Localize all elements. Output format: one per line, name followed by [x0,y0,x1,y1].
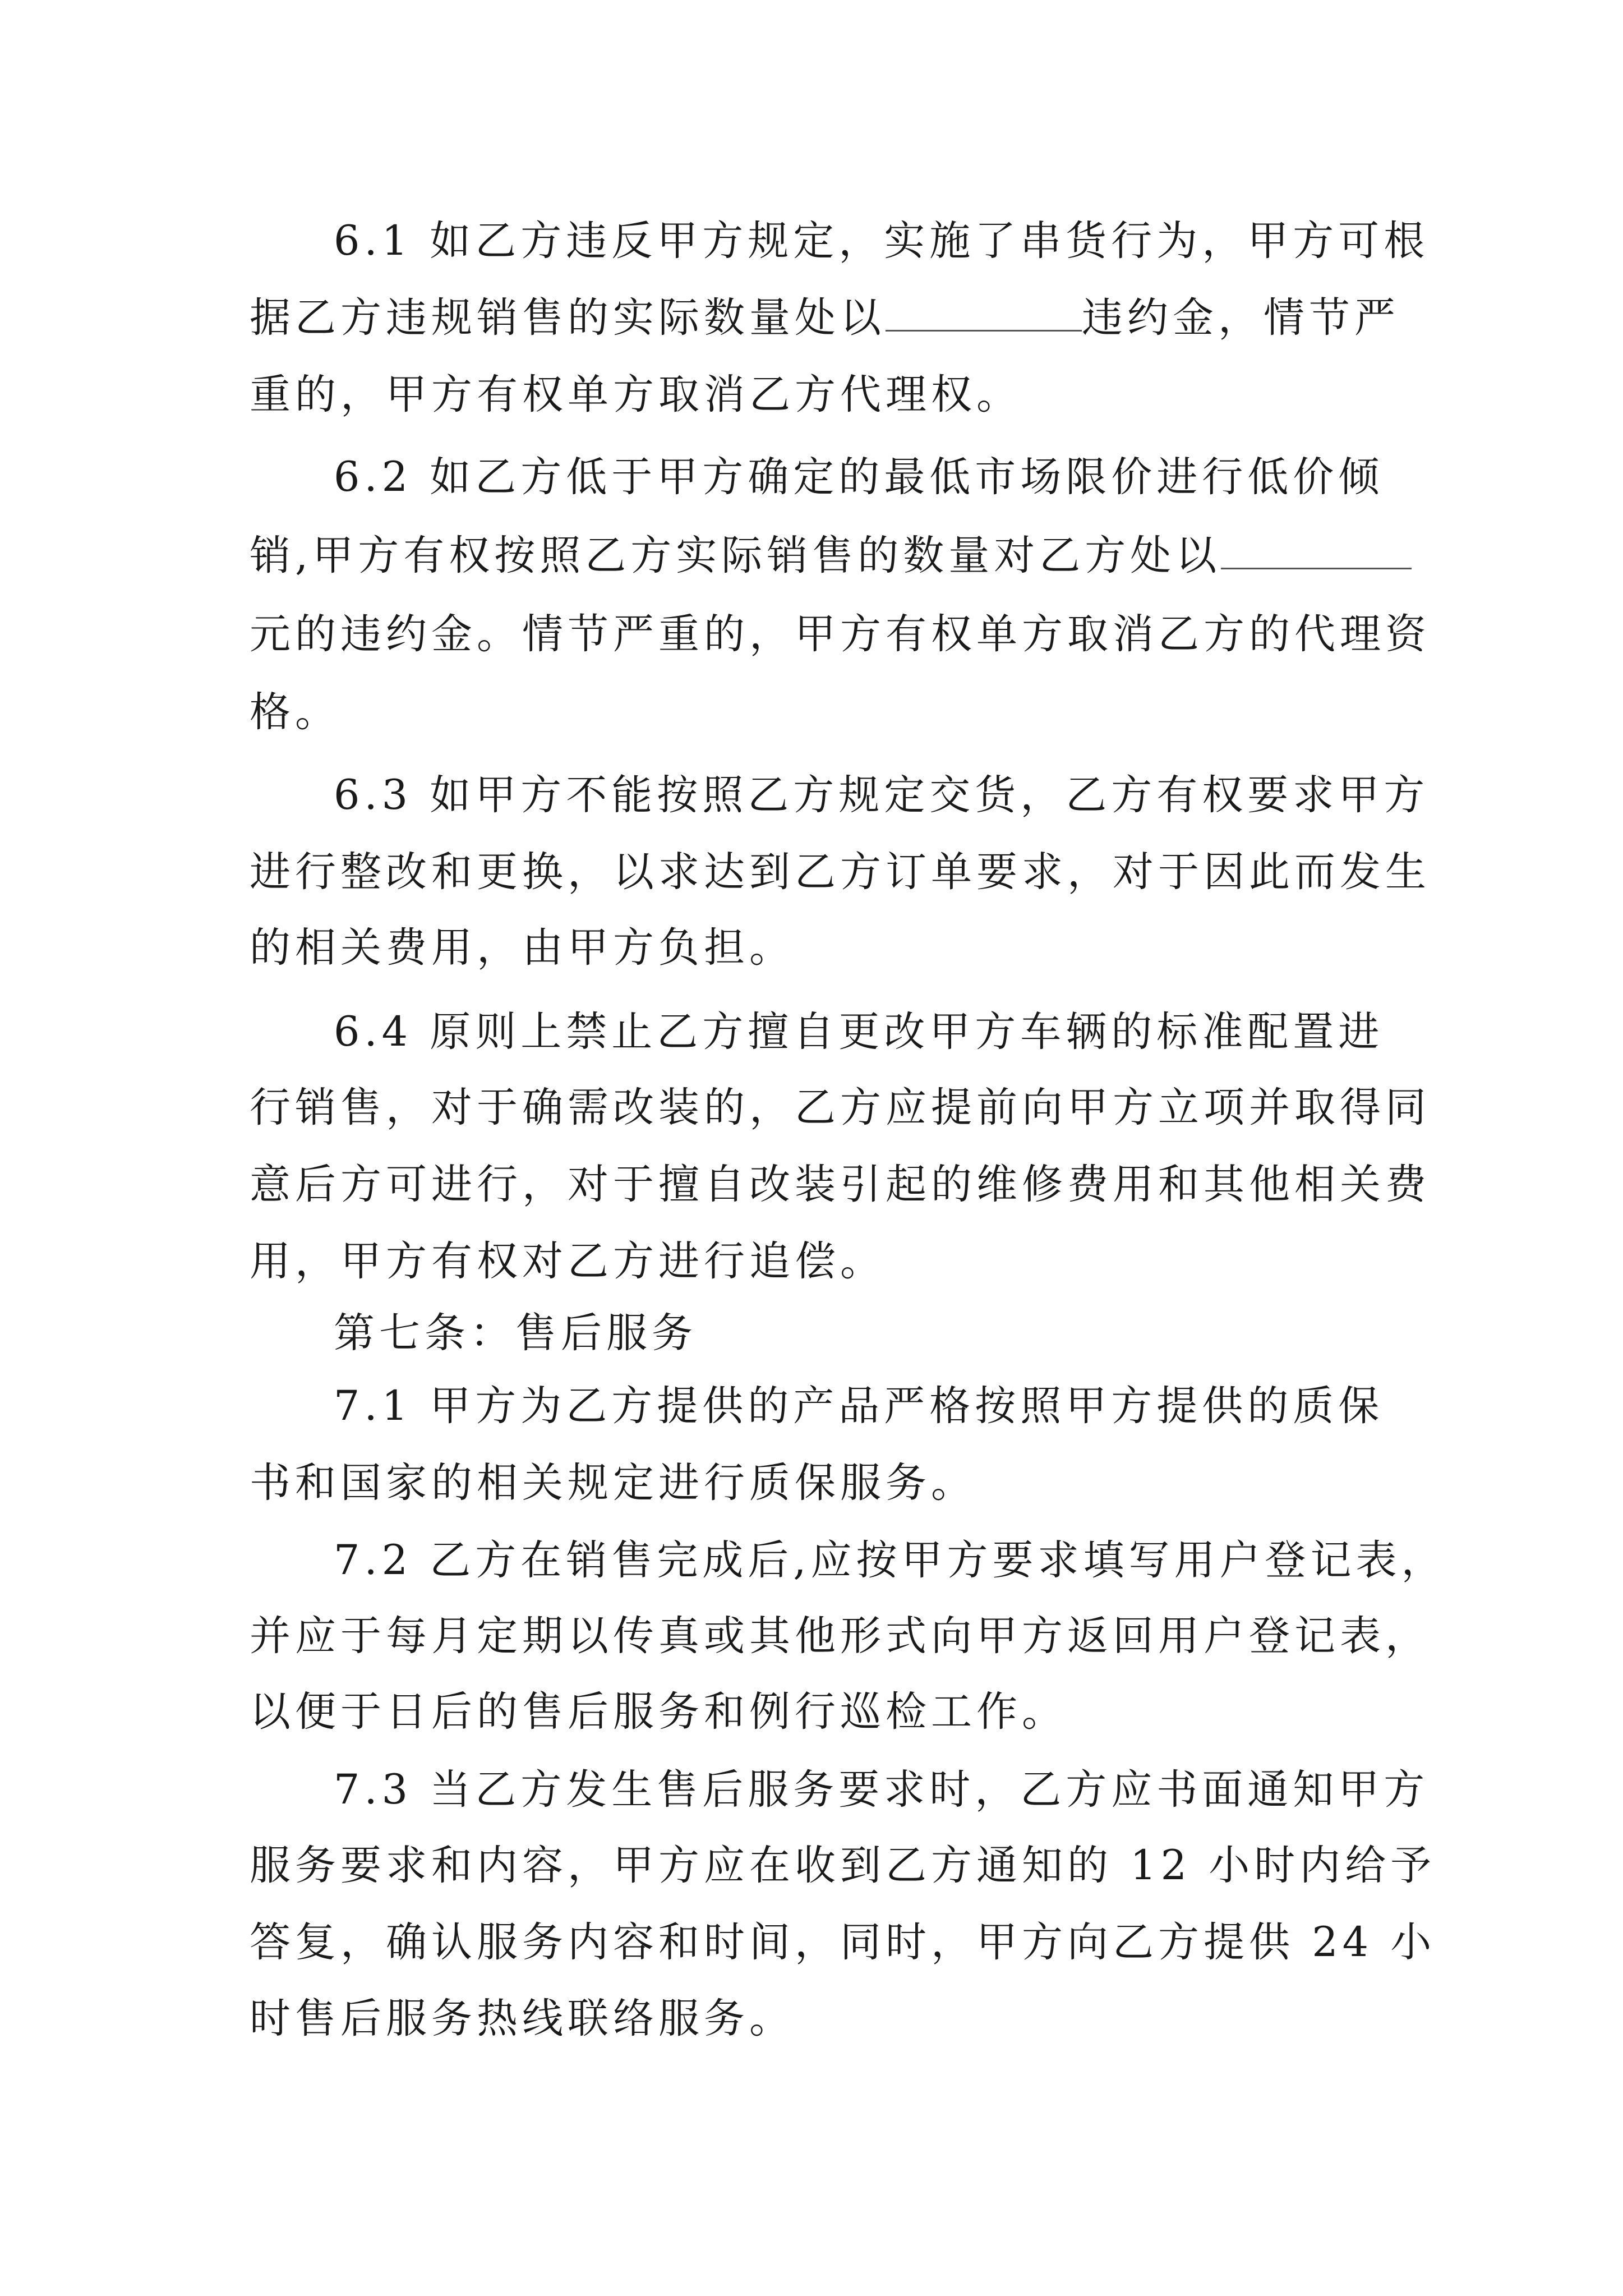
penalty-blank-2 [1221,534,1412,569]
clause-7-3-line-3: 答复，确认服务内容和时间，同时，甲方向乙方提供 24 小 [250,1918,1436,1966]
clause-6-2-text-a: 销,甲方有权按照乙方实际销售的数量对乙方处以 [250,532,1221,579]
clause-6-1-text-b: 违约金，情节严 [1082,294,1400,342]
clause-6-3-line-3: 的相关费用，由甲方负担。 [250,924,795,972]
clause-6-1-line-2 [250,290,1399,346]
clause-7-3-line-2: 服务要求和内容，甲方应在收到乙方通知的 12 小时内给予 [250,1842,1436,1889]
clause-7-3-line-1: 7.3 当乙方发生售后服务要求时，乙方应书面通知甲方 [334,1766,1430,1814]
clause-6-3-line-2: 进行整改和更换，以求达到乙方订单要求，对于因此而发生 [250,848,1431,896]
clause-6-1-text-a: 据乙方违规销售的实际数量处以 [250,294,886,342]
clause-6-1-line-1: 6.1 如乙方违反甲方规定，实施了串货行为，甲方可根 [334,217,1430,265]
clause-7-2-line-2: 并应于每月定期以传真或其他形式向甲方返回用户登记表， [250,1612,1431,1660]
clause-6-4-line-3: 意后方可进行，对于擅自改装引起的维修费用和其他相关费 [250,1161,1431,1208]
clause-7-2-line-1: 7.2 乙方在销售完成后,应按甲方要求填写用户登记表， [334,1536,1447,1584]
clause-6-2-line-2 [250,528,1399,584]
clause-6-1-line-3: 重的，甲方有权单方取消乙方代理权。 [250,371,1022,418]
article-7-heading: 第七条：售后服务 [334,1309,697,1357]
clause-7-3-line-4: 时售后服务热线联络服务。 [250,1995,795,2042]
clause-6-3-line-1: 6.3 如甲方不能按照乙方规定交货，乙方有权要求甲方 [334,771,1430,819]
clause-6-2-line-3: 元的违约金。情节严重的，甲方有权单方取消乙方的代理资 [250,610,1431,658]
clause-7-2-line-3: 以便于日后的售后服务和例行巡检工作。 [250,1688,1067,1736]
clause-7-1-line-1: 7.1 甲方为乙方提供的产品严格按照甲方提供的质保 [334,1382,1384,1430]
clause-6-2-line-4: 格。 [250,688,340,736]
clause-6-4-line-4: 用，甲方有权对乙方进行追偿。 [250,1237,886,1285]
clause-6-4-line-2: 行销售，对于确需改装的，乙方应提前向甲方立项并取得同 [250,1084,1431,1131]
clause-7-1-line-2: 书和国家的相关规定进行质保服务。 [250,1459,976,1507]
clause-6-2-line-1: 6.2 如乙方低于甲方确定的最低市场限价进行低价倾 [334,453,1384,501]
clause-6-4-line-1: 6.4 原则上禁止乙方擅自更改甲方车辆的标准配置进 [334,1008,1384,1056]
penalty-blank-1 [886,296,1082,332]
